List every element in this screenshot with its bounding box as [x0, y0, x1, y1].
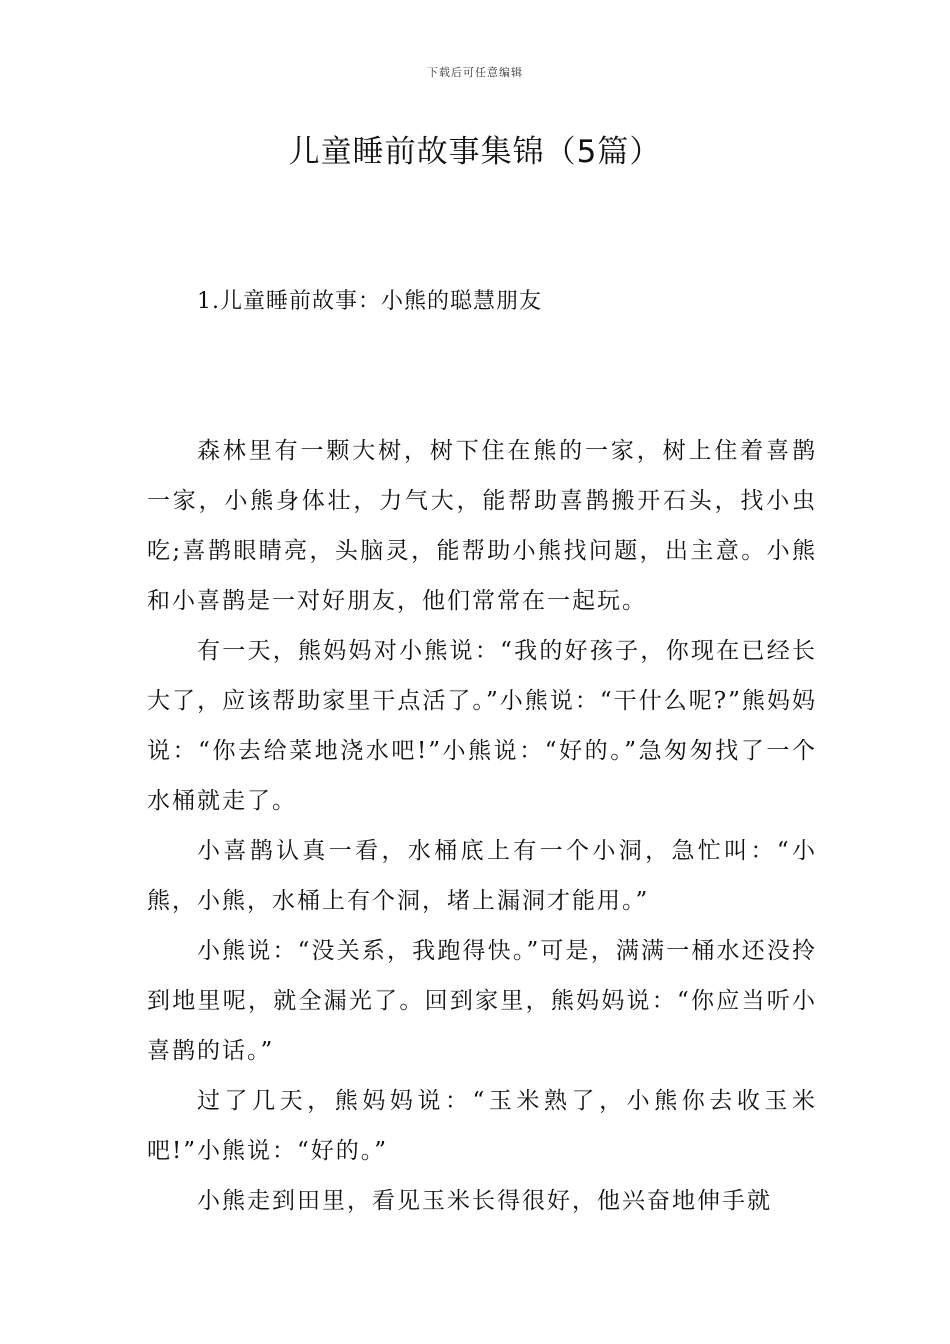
paragraph: 过了几天，熊妈妈说：“玉米熟了，小熊你去收玉米吧!”小熊说：“好的。”: [147, 1088, 817, 1164]
story-body: [147, 426, 817, 1226]
paragraph: 森林里有一颗大树，树下住在熊的一家，树上住着喜鹊一家，小熊身体壮，力气大，能帮助喜鹊搬开石头，找小虫吃;喜鹊眼睛亮，头脑灵，能帮助小熊找问题，出主意。小熊和小喜鹊是一对好朋友，他们常常在一起玩。: [147, 438, 817, 614]
paragraph: 小熊说：“没关系，我跑得快。”可是，满满一桶水还没拎到地里呢，就全漏光了。回到家里，熊妈妈说：“你应当听小喜鹊的话。”: [147, 938, 817, 1064]
header-note: 下载后可任意编辑: [427, 66, 523, 79]
paragraph: 小喜鹊认真一看，水桶底上有一个小洞，急忙叫：“小熊，小熊，水桶上有个洞，堵上漏洞才能用。”: [147, 838, 817, 914]
page-title: 儿童睡前故事集锦（5篇）: [288, 134, 662, 170]
paragraph: 小熊走到田里，看见玉米长得很好，他兴奋地伸手就: [197, 1188, 772, 1214]
paragraph: 有一天，熊妈妈对小熊说：“我的好孩子，你现在已经长大了，应该帮助家里干点活了。”小熊说：“干什么呢?”熊妈妈说：“你去给菜地浇水吧!”小熊说：“好的。”急匆匆找了一个水桶就走了。: [147, 638, 817, 814]
section-heading: 1.儿童睡前故事：小熊的聪慧朋友: [197, 289, 542, 314]
